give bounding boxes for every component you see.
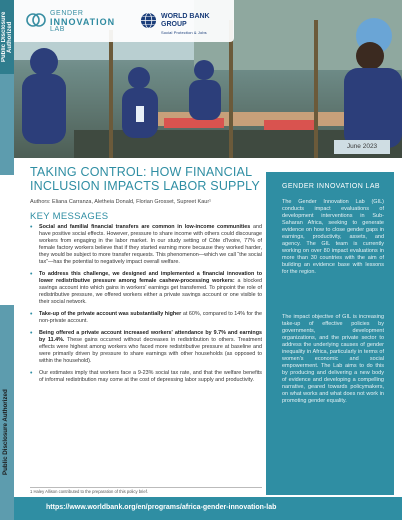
date-tab: June 2023: [334, 140, 390, 154]
program-link[interactable]: https://www.worldbank.org/en/programs/africa-gender-innovation-lab: [46, 504, 277, 511]
authors: Authors: Eliana Carranza, Aletheia Donald, Florian Grosset, Supreet Kaur¹: [30, 199, 211, 205]
panel-paragraph-1: The Gender Innovation Lab (GIL) conducts impact evaluations of development interventions in Sub-Saharan Africa, seeking to generate evidence on how to close gender gaps in earnings, productivity, assets, and agency. The GIL team is currently working on over 80 impact evaluations in more than 30 countries with the aim of building an evidence base with lessons for the region.: [282, 199, 384, 275]
world-bank-logo-text: [161, 13, 234, 37]
side-block-top: [0, 0, 14, 74]
list-item: [30, 370, 262, 384]
list-item: [30, 271, 262, 306]
disclosure-label-bottom: Public Disclosure Authorized: [2, 389, 9, 475]
list-item: [30, 224, 262, 267]
world-bank-globe-icon: [140, 12, 157, 29]
disclosure-label-top: Public Disclosure Authorized: [1, 11, 13, 63]
bullet-text: Our estimates imply that workers face a 9-23% social tax rate, and that the welfare benefits of informal redistribution may come at the cost of depressing labor supply and productivity.: [39, 369, 262, 383]
key-messages-list: [30, 224, 262, 388]
list-item: [30, 330, 262, 365]
gil-logo-text: [50, 10, 115, 34]
key-messages-heading: KEY MESSAGES: [30, 211, 109, 222]
wbg-subtitle: Social Protection & Jobs: [161, 30, 207, 35]
title-line1: TAKING CONTROL: HOW FINANCIAL: [30, 165, 253, 179]
url-bar: [14, 497, 402, 520]
gil-info-panel: [266, 172, 394, 495]
bullet-text: a blocked savings account into which gains in workers' earnings get transferred. To pinpoint the role of redistributive pressure, we offered workers either a private savings account or one visible to their social network.: [39, 278, 262, 306]
brief-title: [30, 165, 265, 193]
bullet-bold: Being offered a private account increased workers' attendance by 9.7% and earnings by 11.4%.: [39, 329, 262, 343]
panel-heading: GENDER INNOVATION LAB: [282, 183, 380, 190]
title-line2: INCLUSION IMPACTS LABOR SUPPLY: [30, 179, 260, 193]
bullet-text: at 60%, compared to 14% for the non-private account.: [39, 311, 262, 325]
bullet-text: These gains occurred without decreases in redistribution to others. Treatment effects were highest among workers who faced more redistributive pressure at baseline and were primarily driven by pressure to share earnings with other households (as opposed to within the household).: [39, 336, 262, 365]
gil-line1: GENDER: [50, 10, 84, 17]
wbg-name: WORLD BANK GROUP: [161, 13, 210, 28]
bullet-bold: To address this challenge, we designed and implemented a financial innovation to lower redistributive pressure among female cashew-processing workers:: [39, 271, 262, 285]
bullet-text: and have positive social effects. However, pressure to share income with others could discourage workers from engaging in the labor market. In our study setting of Côte d'Ivoire, 77% of female factory workers believe that if they started earning more because they worked harder, they would be subject to more transfer requests. This phenomenon—which we call “the social tax”—has the potential to negatively impact overall welfare.: [39, 224, 262, 266]
list-item: [30, 311, 262, 325]
bullet-bold: Take-up of the private account was substantially higher: [39, 311, 182, 318]
footnote: 1 Haley Allison contributed to the preparation of this policy brief.: [30, 487, 262, 494]
gil-line3: LAB: [50, 26, 66, 33]
logo-banner: [14, 0, 234, 42]
panel-paragraph-2: The impact objective of GIL is increasing take-up of effective policies by governments, development organizations, and the private sector to address the underlying causes of gender inequality in Africa, particularly in terms of women's economic and social empowerment. The Lab aims to do this by producing and delivering a new body of evidence and developing a compelling narrative, geared towards policymakers, on what works and what does not work in promoting gender equality.: [282, 314, 384, 404]
side-gap: [0, 175, 14, 475]
gil-line2: INNOVATION: [50, 17, 116, 27]
bullet-bold: Social and familial financial transfers are common in low-income communities: [39, 224, 251, 230]
gil-logo-icon: [26, 10, 46, 30]
